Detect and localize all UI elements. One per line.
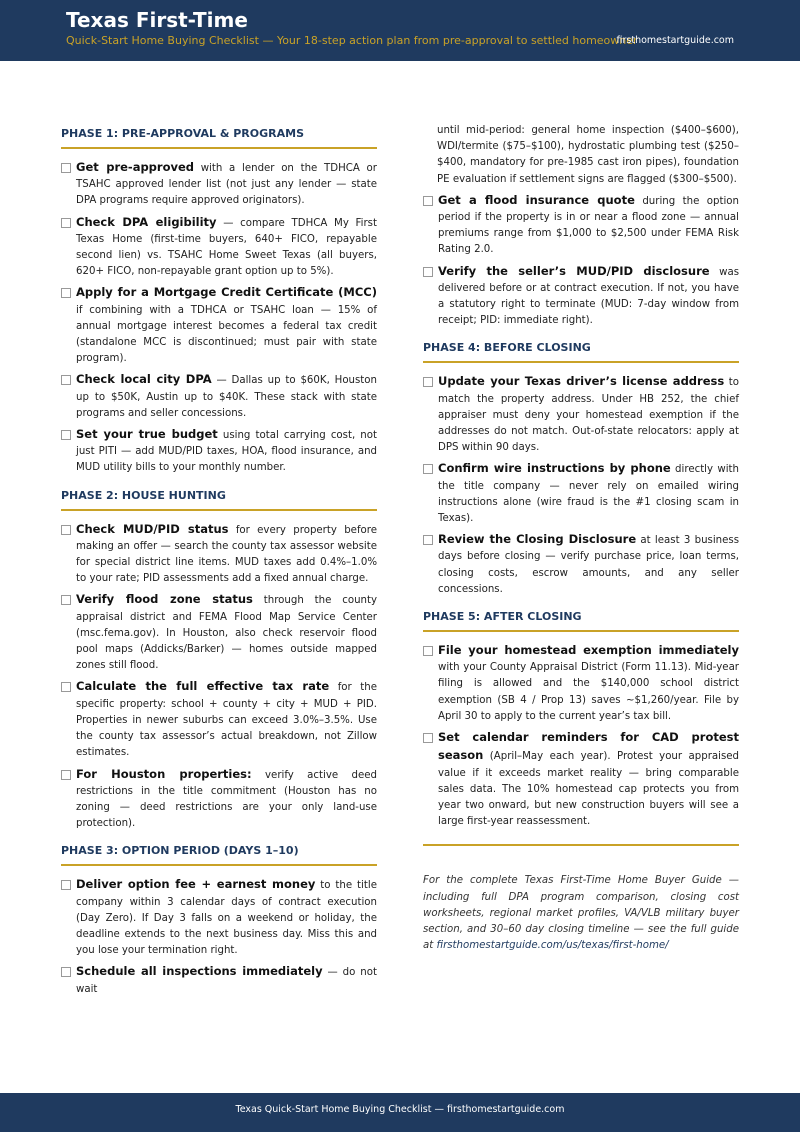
checkbox[interactable] — [61, 770, 71, 780]
item-text: — compare TDHCA My First Texas Home (first-time buyers, 640+ FICO, repayable second lien) vs. TSAHC Home Sweet Texas (all buyers, 620+ FICO, non-repayable grant option up to 5%). — [76, 217, 377, 278]
item-title: Check MUD/PID status — [76, 521, 229, 536]
checklist-item — [423, 192, 739, 259]
item-title: Apply for a Mortgage Credit Certificate (MCC) — [76, 285, 377, 300]
item-title: Review the Closing Disclosure — [438, 532, 637, 547]
item-title: Verify flood zone status — [76, 592, 253, 607]
checklist-item — [61, 371, 377, 422]
divider — [423, 844, 739, 846]
item-text: verify active deed restrictions in the title commitment (Houston has no zoning — deed restrictions are your only land-use protection). — [76, 769, 377, 830]
checkbox[interactable] — [423, 377, 433, 387]
checkbox[interactable] — [61, 375, 71, 385]
checkbox[interactable] — [423, 267, 433, 277]
checklist-item — [61, 766, 377, 833]
checklist-item — [61, 159, 377, 210]
checkbox[interactable] — [423, 464, 433, 474]
item-text: to the title company within 3 calendar days of contract execution (Day Zero). If Day 3 falls on a weekend or holiday, the deadline extends to the next business day. Miss this and you lose your termination right. — [76, 880, 377, 957]
footer-bar — [0, 1093, 800, 1132]
checkbox[interactable] — [61, 163, 71, 173]
item-text: if combining with a TDHCA or TSAHC loan — 15% of annual mortgage interest becomes a federal tax credit (standalone MCC is discontinued; must pair with state program). — [76, 304, 377, 365]
item-title: Update your Texas driver’s license address — [438, 374, 725, 389]
item-title: Set calendar reminders for CAD protest season — [438, 730, 739, 763]
item-title: Get pre-approved — [76, 160, 195, 174]
item-text: at least 3 business days before closing — verify purchase price, loan terms, closing costs, escrow amounts, and any seller concessions. — [438, 535, 740, 595]
left-column — [61, 123, 377, 1010]
phase-3 — [61, 844, 377, 997]
item-text: was delivered before or at contract execution. If not, you have a statutory right to terminate (MUD: 7-day window from receipt; PID: immediate right). — [438, 266, 740, 327]
item-title: Schedule all inspections immediately — [76, 964, 323, 979]
checkbox[interactable] — [61, 218, 71, 228]
checklist-item — [423, 263, 739, 330]
checkbox[interactable] — [423, 196, 433, 206]
item-title: File your homestead exemption immediately — [438, 643, 739, 658]
checkbox[interactable] — [61, 525, 71, 535]
page-title: Texas First-Time — [66, 8, 248, 32]
phase-title: PHASE 5: AFTER CLOSING — [423, 610, 739, 632]
phase-5 — [423, 610, 739, 830]
phase-title: PHASE 1: PRE-APPROVAL & PROGRAMS — [61, 127, 377, 149]
item-text: during the option period if the property is in or near a flood zone — annual premiums range from $1,000 to $2,500 under FEMA Risk Rating 2.0. — [438, 195, 740, 256]
item-text: using total carrying cost, not just PITI — add MUD/PID taxes, HOA, flood insurance, and MUD utility bills to your monthly number. — [76, 430, 377, 474]
checkbox[interactable] — [423, 535, 433, 545]
checklist-item — [61, 963, 377, 997]
item-title: Check DPA eligibility — [76, 214, 217, 229]
checklist-item — [61, 214, 377, 281]
item-text: — do not wait — [76, 967, 377, 995]
item-text: (April–May each year). Protest your appraised value if it exceeds market reality — bring comparable sales data. The 10% homestead cap protects you from year two onward, but new construction buyers will see a large first-year reassessment. — [438, 751, 739, 828]
checkbox[interactable] — [61, 967, 71, 977]
footnote-text: For the complete Texas First-Time Home Buyer Guide — including full DPA program comparison, closing cost worksheets, regional market profiles, VA/VLB military buyer section, and 30–60 day closing timeline — see the full guide at — [423, 875, 739, 952]
item-title: Confirm wire instructions by phone — [438, 461, 671, 476]
checklist-item — [61, 591, 377, 674]
item-text: with a lender on the TDHCA or TSAHC approved lender list (not just any lender — state DPA programs require approved originators). — [76, 163, 377, 207]
footer-text: Texas Quick-Start Home Buying Checklist — firsthomestartguide.com — [235, 1104, 565, 1115]
right-column — [423, 123, 739, 954]
item-title: Calculate the full effective tax rate — [76, 679, 330, 694]
checkbox[interactable] — [423, 646, 433, 656]
checkbox[interactable] — [61, 682, 71, 692]
item-text: with your County Appraisal District (Form 11.13). Mid-year filing is allowed and the $140,000 school district exemption (SB 4 / Prop 13) saves ~$1,260/year. File by April 30 to apply to the current year’s tax bill. — [438, 662, 739, 722]
checklist-item — [423, 729, 739, 830]
item-title: Get a flood insurance quote — [438, 192, 635, 207]
checklist-item — [423, 531, 739, 598]
item-title: Deliver option fee + earnest money — [76, 877, 316, 892]
guide-footnote — [423, 873, 739, 954]
phase-title: PHASE 2: HOUSE HUNTING — [61, 489, 377, 511]
checklist-item — [61, 678, 377, 761]
phase-2 — [61, 489, 377, 833]
guide-link[interactable]: firsthomestartguide.com/us/texas/first-home/ — [436, 940, 669, 952]
item-title: Verify the seller’s MUD/PID disclosure — [438, 263, 710, 278]
checklist-item — [423, 373, 739, 456]
item-text: directly with the title company — never rely on emailed wiring instructions alone (wire fraud is the #1 closing scam in Texas). — [438, 464, 739, 525]
checklist-item — [61, 876, 377, 959]
item-text: — Dallas up to $60K, Houston up to $50K, Austin up to $40K. These stack with state programs and seller concessions. — [76, 375, 377, 419]
phase-1 — [61, 127, 377, 477]
checkbox[interactable] — [61, 880, 71, 890]
checklist-item — [61, 426, 377, 477]
phase-title: PHASE 3: OPTION PERIOD (DAYS 1–10) — [61, 844, 377, 866]
item-text: through the county appraisal district and FEMA Flood Map Service Center (msc.fema.gov). In Houston, also check reservoir flood pool maps (Addicks/Barker) — homes outside mapped zones still flood. — [76, 595, 378, 672]
item-title: Check local city DPA — [76, 372, 212, 387]
item-text: for the specific property: school + county + city + MUD + PID. Properties in newer suburbs can exceed 3.0%–3.5%. Use the county tax assessor’s actual breakdown, not Zillow estimates. — [76, 682, 377, 759]
checkbox[interactable] — [423, 733, 433, 743]
checkbox[interactable] — [61, 288, 71, 298]
page-subtitle: Quick-Start Home Buying Checklist — Your 18-step action plan from pre-approval to settled homeowner — [66, 34, 638, 47]
item-title: For Houston properties: — [76, 766, 252, 781]
item-text: to match the property address. Under HB 252, the chief appraiser must deny your homestead exemption if the addresses do not match. Out-of-state relocators: apply at DPS within 90 days. — [438, 377, 740, 454]
phase-title: PHASE 4: BEFORE CLOSING — [423, 341, 739, 363]
checklist-item — [61, 284, 377, 367]
checklist-item — [61, 521, 377, 588]
checklist-item-continued: until mid-period: general home inspection ($400–$600), WDI/termite ($75–$100), hydrostatic plumbing test ($250–$400, mandatory for pre-1985 cast iron pipes), foundation PE evaluation if settlement signs are flagged ($300–$500). — [437, 125, 739, 185]
checkbox[interactable] — [61, 595, 71, 605]
phase-4 — [423, 341, 739, 598]
header-site-link[interactable]: firsthomestartguide.com — [616, 35, 734, 46]
checklist-item — [423, 460, 739, 527]
checklist-item — [423, 642, 739, 725]
header-banner — [0, 0, 800, 61]
item-title: Set your true budget — [76, 427, 218, 442]
checkbox[interactable] — [61, 430, 71, 440]
item-text: for every property before making an offer — search the county tax assessor website for special district line items. MUD taxes add 0.4%–1.0% to your rate; PID assessments add a fixed annual charge. — [76, 524, 378, 585]
